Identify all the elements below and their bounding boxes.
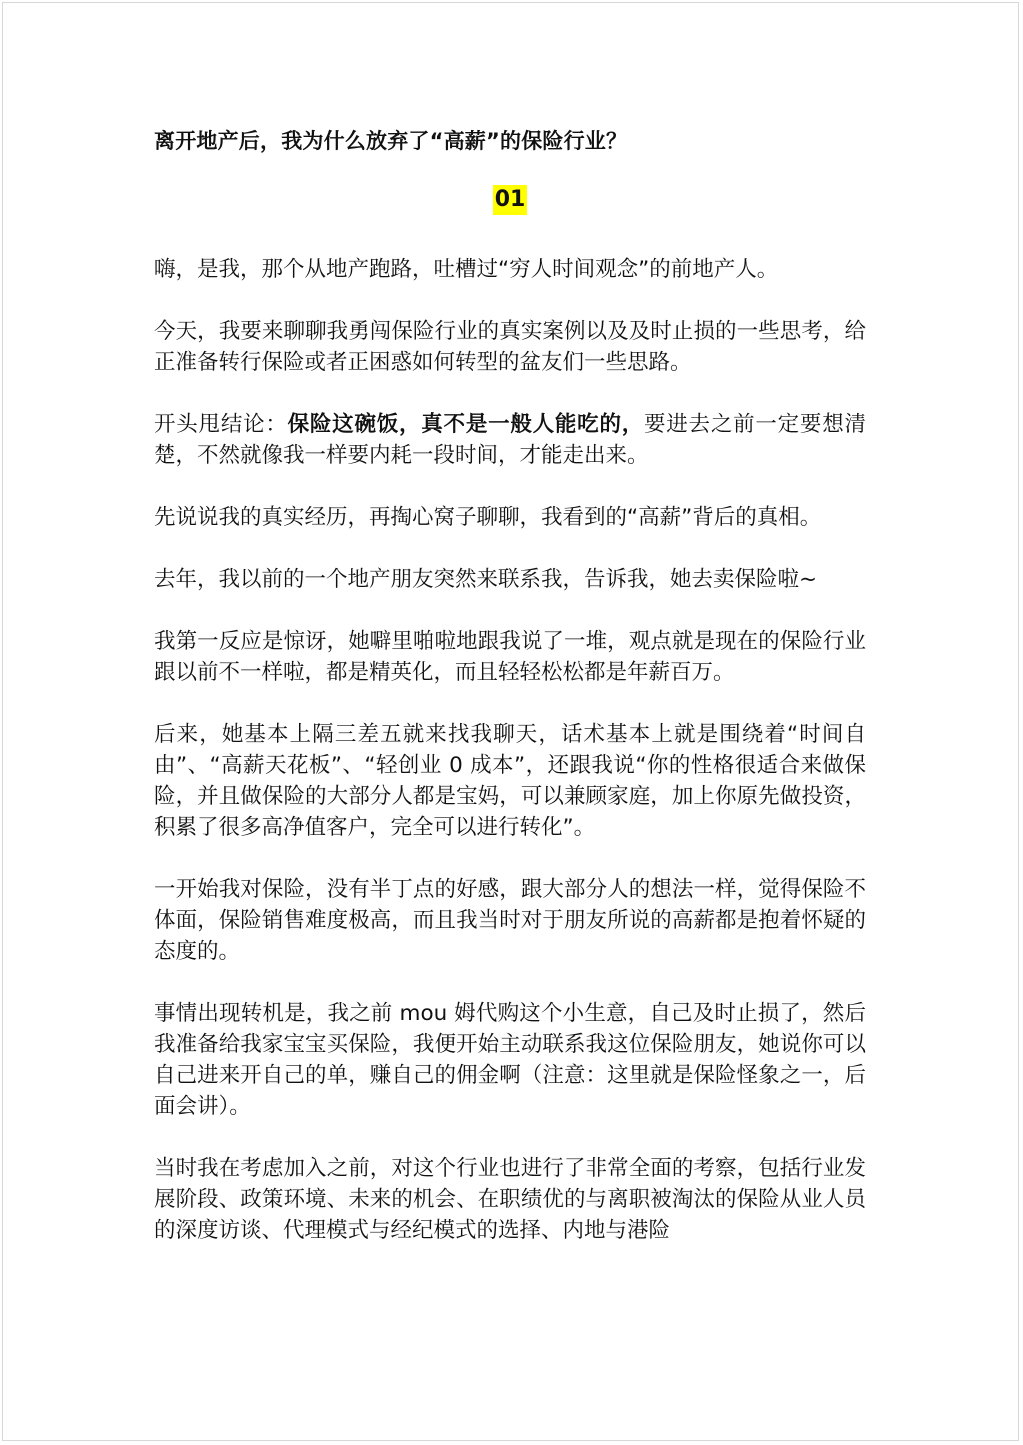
paragraph-purpose: 今天，我要来聊聊我勇闯保险行业的真实案例以及及时止损的一些思考，给正准备转行保险或者正困惑如何转型的盆友们一些思路。 [154, 319, 866, 375]
paragraph-conclusion [154, 409, 866, 471]
document-body [154, 125, 866, 1246]
document-title: 离开地产后，我为什么放弃了“高薪”的保险行业？ [154, 129, 628, 153]
paragraph-turning-point: 事情出现转机是，我之前 mou 姆代购这个小生意，自己及时止损了，然后我准备给我家宝宝买保险，我便开始主动联系我这位保险朋友，她说你可以自己进来开自己的单，赚自己的佣金啊（注意：这里就是保险怪象之一，后面会讲）。 [154, 1001, 866, 1119]
section-heading [154, 185, 866, 219]
paragraph-last-year: 去年，我以前的一个地产朋友突然来联系我，告诉我，她去卖保险啦~ [154, 567, 818, 592]
paragraph-investigation: 当时我在考虑加入之前，对这个行业也进行了非常全面的考察，包括行业发展阶段、政策环境、未来的机会、在职绩优的与离职被淘汰的保险从业人员的深度访谈、代理模式与经纪模式的选择、内地与港险 [154, 1156, 866, 1243]
paragraph-first-reaction: 我第一反应是惊讶，她噼里啪啦地跟我说了一堆，观点就是现在的保险行业跟以前不一样啦，都是精英化，而且轻轻松松都是年薪百万。 [154, 629, 866, 685]
conclusion-tail: 要进去之前一定要想清楚，不然就像我一样要内耗一段时间，才能走出来。 [154, 412, 866, 468]
paragraph-later: 后来，她基本上隔三差五就来找我聊天，话术基本上就是围绕着“时间自由”、“高薪天花板”、“轻创业 0 成本”，还跟我说“你的性格很适合来做保险，并且做保险的大部分人都是宝妈，可以兼顾家庭，加上你原先做投资，积累了很多高净值客户，完全可以进行转化”。 [154, 722, 866, 840]
conclusion-bold: 保险这碗饭，真不是一般人能吃的， [287, 412, 645, 437]
paragraph-experience: 先说说我的真实经历，再掏心窝子聊聊，我看到的“高薪”背后的真相。 [154, 505, 822, 530]
paragraph-initial-impression: 一开始我对保险，没有半丁点的好感，跟大部分人的想法一样，觉得保险不体面，保险销售难度极高，而且我当时对于朋友所说的高薪都是抱着怀疑的态度的。 [154, 877, 866, 964]
paragraph-intro: 嗨，是我，那个从地产跑路，吐槽过“穷人时间观念”的前地产人。 [154, 257, 779, 282]
conclusion-lead: 开头甩结论： [154, 412, 288, 437]
section-number-highlight: 01 [493, 185, 528, 215]
